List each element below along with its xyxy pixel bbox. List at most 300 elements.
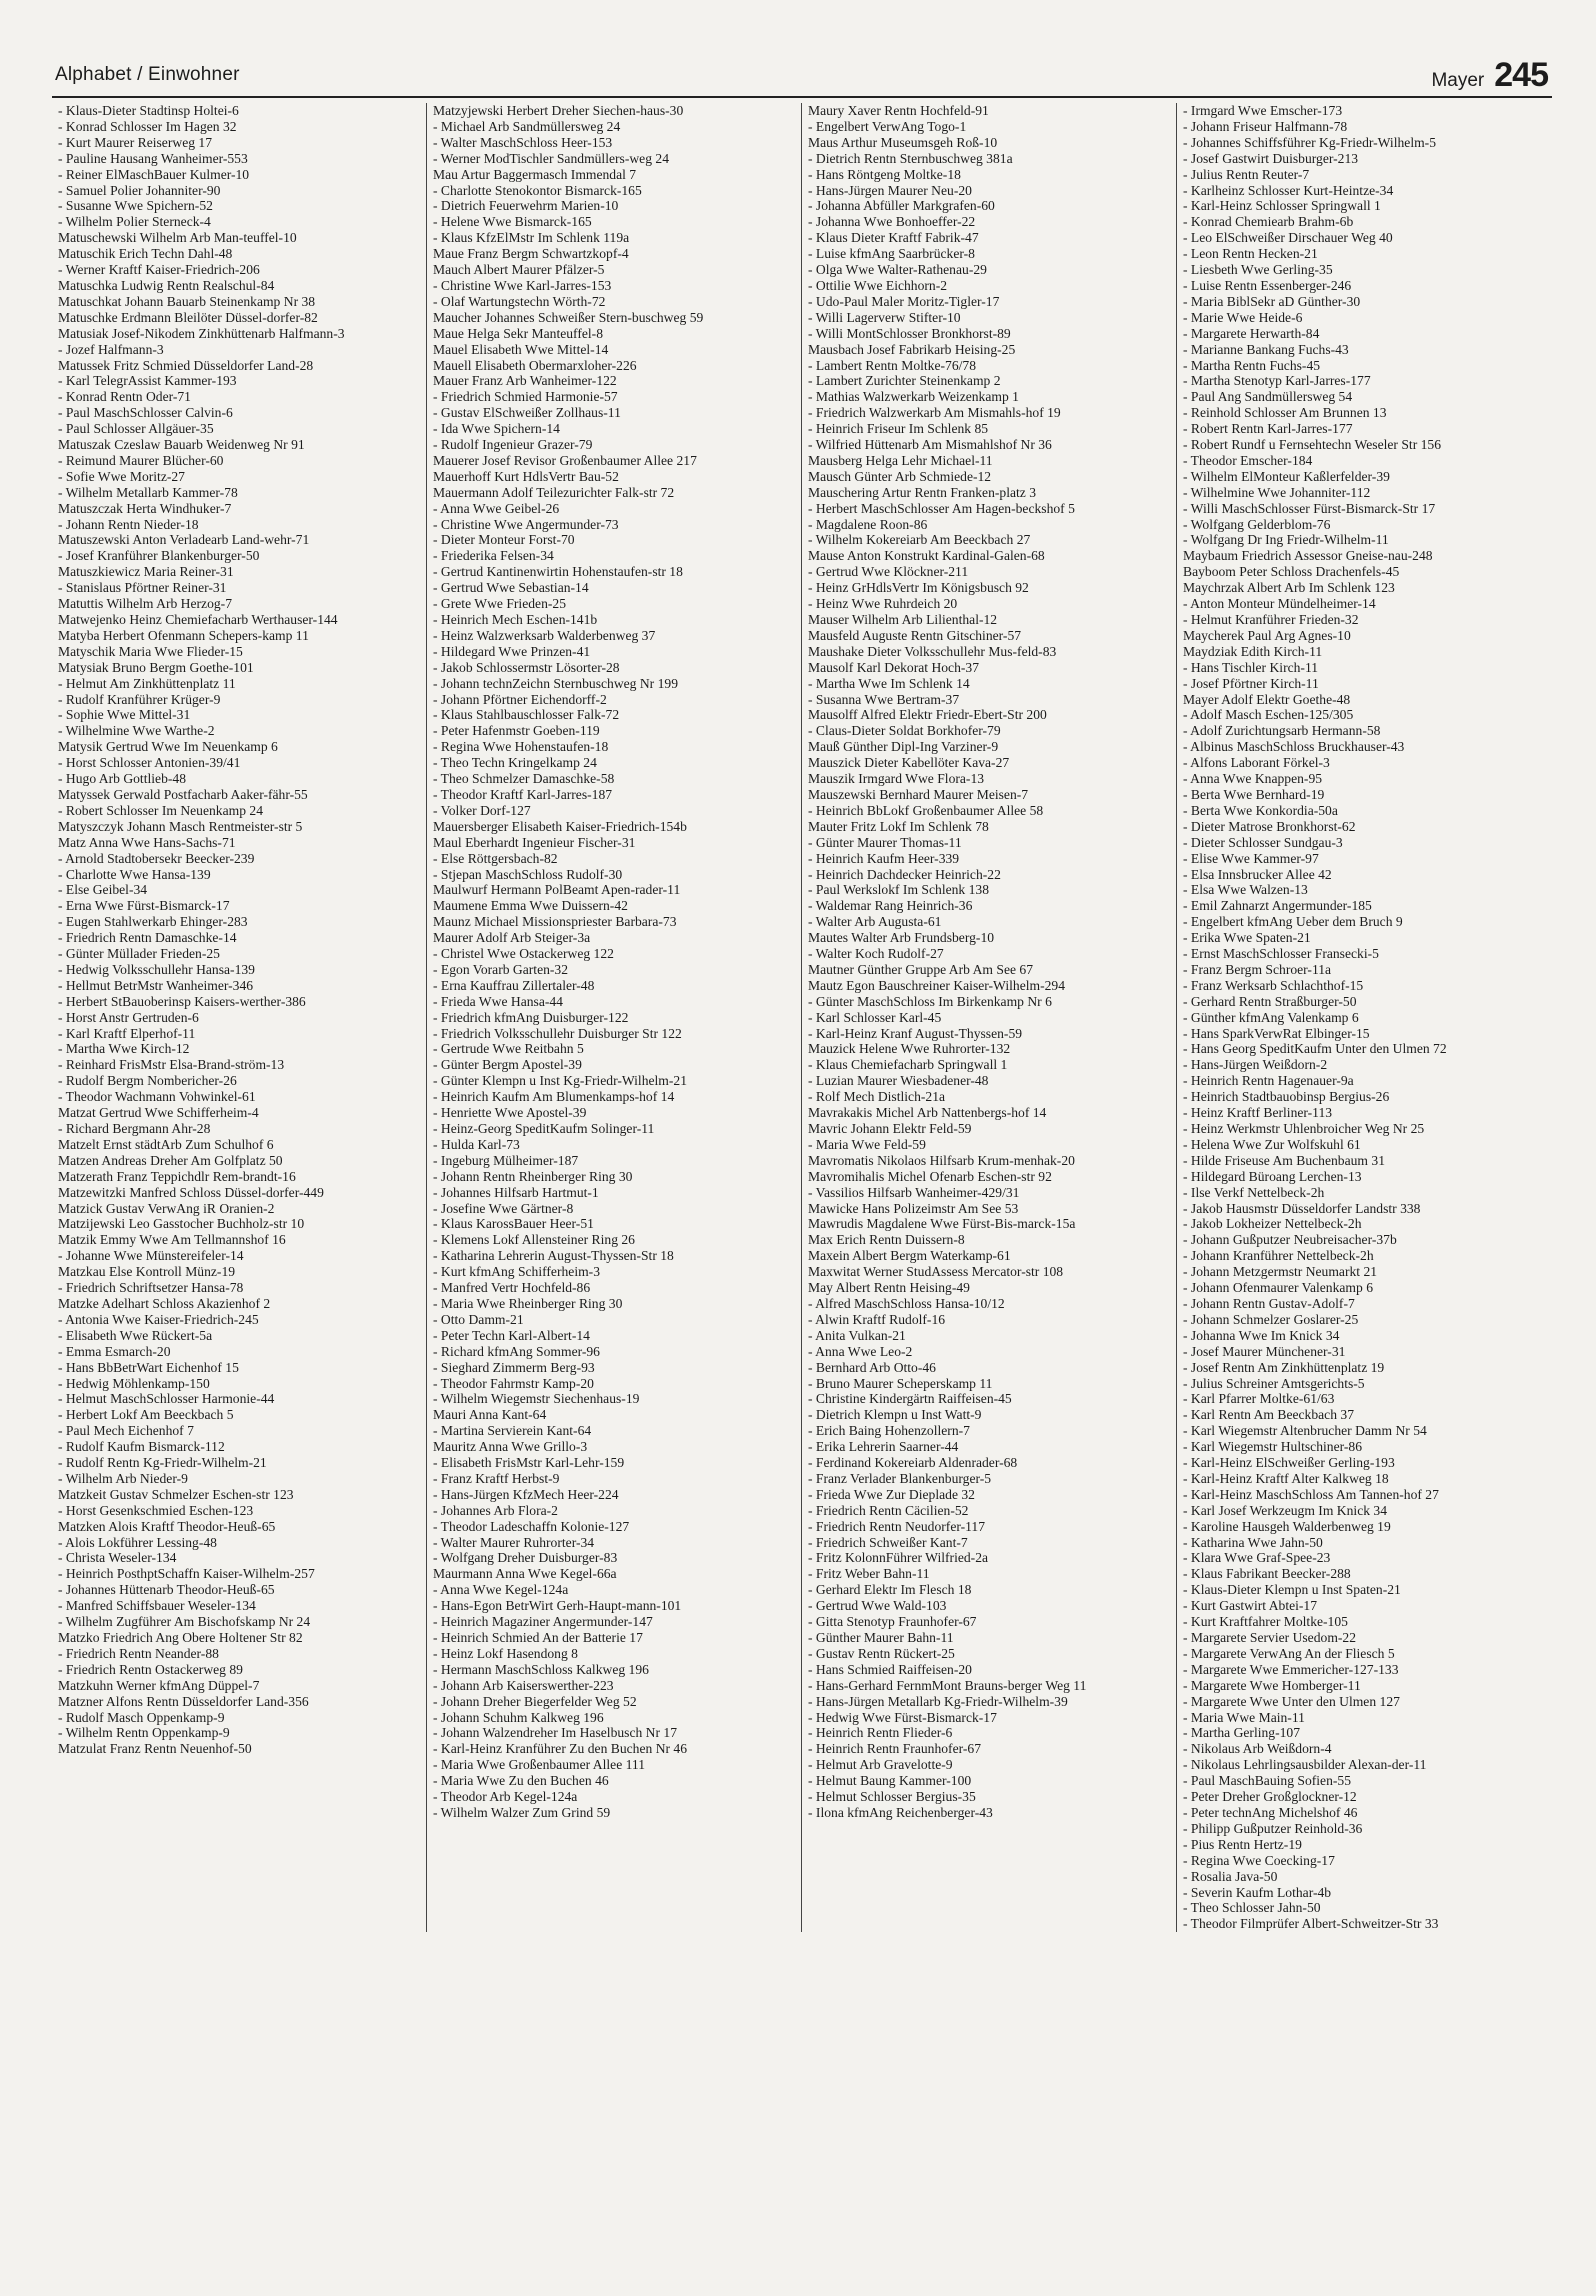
directory-entry: - Sofie Wwe Moritz-27 (58, 468, 185, 484)
directory-entry: - Friedrich Rentn Neudorfer-117 (808, 1518, 986, 1534)
directory-entry: - Kurt Kraftfahrer Moltke-105 (1183, 1614, 1348, 1630)
directory-entry: - Theo Schlosser Jahn-50 (1183, 1900, 1321, 1916)
directory-entry: - Robert Rundf u Fernsehtechn Weseler Str 156 (1183, 437, 1442, 453)
directory-entry: Maulwurf Hermann PolBeamt Apen-rader-11 (433, 882, 681, 898)
directory-entry: - Elsa Innsbrucker Allee 42 (1183, 866, 1332, 882)
directory-entry: Maue Helga Sekr Manteuffel-8 (433, 325, 603, 341)
directory-entry: - Fritz KolonnFührer Wilfried-2a (808, 1550, 989, 1566)
directory-entry: - Franz Verlader Blankenburger-5 (808, 1470, 992, 1486)
directory-entry: - Klaus KarossBauer Heer-51 (433, 1216, 594, 1232)
directory-entry: Matzelt Ernst städtArb Zum Schulhof 6 (58, 1136, 274, 1152)
directory-entry: - Heinrich Kaufm Am Blumenkamps-hof 14 (433, 1089, 675, 1105)
directory-entry: - Karl Rentn Am Beeckbach 37 (1183, 1407, 1355, 1423)
directory-entry: - Julius Schreiner Amtsgerichts-5 (1183, 1375, 1365, 1391)
directory-entry: - Antonia Wwe Kaiser-Friedrich-245 (58, 1311, 259, 1327)
directory-entry: - Volker Dorf-127 (433, 802, 531, 818)
column-3 (802, 103, 1177, 1932)
directory-entry: - Konrad Chemiearb Brahm-6b (1183, 214, 1354, 230)
directory-entry: Mautner Günther Gruppe Arb Am See 67 (808, 961, 1034, 977)
directory-entry: - Hilde Friseuse Am Buchenbaum 31 (1183, 1152, 1385, 1168)
directory-entry: - Josef Kranführer Blankenburger-50 (58, 548, 260, 564)
directory-entry: - Katharina Wwe Jahn-50 (1183, 1534, 1323, 1550)
directory-entry: Bayboom Peter Schloss Drachenfels-45 (1183, 564, 1400, 580)
directory-entry: - Peter Hafenmstr Goeben-119 (433, 723, 600, 739)
directory-entry: Matusiak Josef-Nikodem Zinkhüttenarb Halfmann-3 (58, 325, 345, 341)
directory-entry: - Johann Ofenmaurer Valenkamp 6 (1183, 1280, 1373, 1296)
directory-entry: - Johann Metzgermstr Neumarkt 21 (1183, 1264, 1378, 1280)
directory-entry: - Wilhelm Walzer Zum Grind 59 (433, 1804, 611, 1820)
directory-entry: - Walter Maurer Ruhrorter-34 (433, 1534, 595, 1550)
directory-entry: Maury Xaver Rentn Hochfeld-91 (808, 103, 989, 118)
directory-entry: - Johann Schmelzer Goslarer-25 (1183, 1311, 1359, 1327)
directory-entry: - Willi Lagerverw Stifter-10 (808, 309, 961, 325)
directory-entry: - Hans-Gerhard FernmMont Brauns-berger Weg 11 (808, 1677, 1087, 1693)
directory-entry: - Wilhelm Rentn Oppenkamp-9 (58, 1725, 230, 1741)
directory-entry: - Walter Koch Rudolf-27 (808, 946, 944, 962)
directory-entry: - Theo Techn Kringelkamp 24 (433, 755, 597, 771)
directory-entry: - Hildegard Büroang Lerchen-13 (1183, 1168, 1362, 1184)
directory-entry: - Luise kfmAng Saarbrücker-8 (808, 246, 975, 262)
directory-entry: - Theodor Wachmann Vohwinkel-61 (58, 1089, 256, 1105)
directory-entry: Mauermann Adolf Teilezurichter Falk-str 72 (433, 484, 675, 500)
directory-entry: Mauszick Dieter Kabellöter Kava-27 (808, 755, 1010, 771)
directory-entry: Mawicke Hans Polizeimstr Am See 53 (808, 1200, 1019, 1216)
directory-entry: Matyszczyk Johann Masch Rentmeister-str 5 (58, 818, 303, 834)
directory-entry: - Karl Wiegemstr Hultschiner-86 (1183, 1439, 1362, 1455)
directory-entry: - Christine Wwe Karl-Jarres-153 (433, 277, 612, 293)
directory-entry: Matuszczak Herta Windhuker-7 (58, 500, 232, 516)
directory-entry: Matuschka Ludwig Rentn Realschul-84 (58, 277, 275, 293)
directory-entry: - Reinhold Schlosser Am Brunnen 13 (1183, 405, 1387, 421)
directory-entry: - Josef Gastwirt Duisburger-213 (1183, 150, 1359, 166)
directory-entry: - Engelbert VerwAng Togo-1 (808, 118, 967, 134)
directory-entry: - Manfred Schiffsbauer Weseler-134 (58, 1598, 256, 1614)
directory-entry: - Wilhelm ElMonteur Kaßlerfelder-39 (1183, 468, 1390, 484)
directory-entry: - Johann Walzendreher Im Haselbusch Nr 17 (433, 1725, 678, 1741)
directory-entry: - Peter technAng Michelshof 46 (1183, 1804, 1358, 1820)
directory-entry: - Johann Kranführer Nettelbeck-2h (1183, 1248, 1374, 1264)
directory-entry: Mauri Anna Kant-64 (433, 1407, 547, 1423)
directory-entry: - Hedwig Volksschullehr Hansa-139 (58, 961, 255, 977)
directory-entry: - Karlheinz Schlosser Kurt-Heintze-34 (1183, 182, 1394, 198)
directory-entry: - Klemens Lokf Allensteiner Ring 26 (433, 1232, 635, 1248)
directory-entry: - Maria Wwe Rheinberger Ring 30 (433, 1295, 623, 1311)
directory-entry: - Mathias Walzwerkarb Weizenkamp 1 (808, 389, 1019, 405)
directory-entry: - Friedrich Schweißer Kant-7 (808, 1534, 968, 1550)
directory-entry: - Johannes Hilfsarb Hartmut-1 (433, 1184, 599, 1200)
directory-entry: - Günter Müllader Frieden-25 (58, 946, 220, 962)
directory-entry: - Johannes Schiffsführer Kg-Friedr-Wilhelm-5 (1183, 134, 1436, 150)
directory-entry: - Martha Wwe Kirch-12 (58, 1041, 190, 1057)
directory-entry: - Günther Maurer Bahn-11 (808, 1630, 954, 1645)
directory-entry: - Johann Gußputzer Neubreisacher-37b (1183, 1232, 1397, 1248)
directory-entry: - Werner ModTischler Sandmüllers-weg 24 (433, 150, 670, 166)
directory-entry: - Adolf Zurichtungsarb Hermann-58 (1183, 723, 1381, 739)
directory-entry: Matzewitzki Manfred Schloss Düssel-dorfer-449 (58, 1184, 324, 1200)
directory-entry: - Alfons Laborant Förkel-3 (1183, 755, 1330, 771)
directory-entry: - Helmut MaschSchlosser Harmonie-44 (58, 1391, 275, 1407)
directory-entry: - Martha Rentn Fuchs-45 (1183, 357, 1321, 373)
directory-entry: Maybaum Friedrich Assessor Gneise-nau-248 (1183, 548, 1433, 564)
directory-entry: - Hans-Egon BetrWirt Gerh-Haupt-mann-101 (433, 1598, 682, 1614)
directory-entry: - Sieghard Zimmerm Berg-93 (433, 1359, 595, 1375)
directory-entry: Maumene Emma Wwe Duissern-42 (433, 898, 628, 914)
directory-entry: - Karl-Heinz Kraftf Alter Kalkweg 18 (1183, 1470, 1389, 1486)
directory-entry: - Robert Schlosser Im Neuenkamp 24 (58, 802, 263, 818)
directory-entry: - Johann Schuhm Kalkweg 196 (433, 1709, 604, 1725)
directory-entry: May Albert Rentn Heising-49 (808, 1280, 970, 1296)
directory-entry: - Heinrich Schmied An der Batterie 17 (433, 1630, 643, 1645)
directory-entry: - Paul Mech Eichenhof 7 (58, 1423, 194, 1439)
directory-entry: - Frieda Wwe Zur Dieplade 32 (808, 1486, 975, 1502)
directory-entry: - Elisabeth Wwe Rückert-5a (58, 1327, 213, 1343)
directory-entry: Matzkeit Gustav Schmelzer Eschen-str 123 (58, 1486, 294, 1502)
directory-entry: - Josef Rentn Am Zinkhüttenplatz 19 (1183, 1359, 1385, 1375)
column-4 (1177, 103, 1552, 1932)
directory-entry: Matussek Fritz Schmied Düsseldorfer Land-28 (58, 357, 314, 373)
directory-entry: - Karl-Heinz Schlosser Springwall 1 (1183, 198, 1381, 214)
directory-entry: - Friedrich Rentn Cäcilien-52 (808, 1502, 969, 1518)
directory-entry: - Berta Wwe Bernhard-19 (1183, 786, 1325, 802)
directory-entry: - Karl TelegrAssist Kammer-193 (58, 373, 237, 389)
directory-entry: - Hans BbBetrWart Eichenhof 15 (58, 1359, 239, 1375)
directory-entry: - Martha Wwe Im Schlenk 14 (808, 675, 970, 691)
directory-entry: Mauß Günther Dipl-Ing Varziner-9 (808, 739, 999, 755)
directory-entry: - Maria Wwe Main-11 (1183, 1709, 1305, 1725)
directory-entry: - Johann Pförtner Eichendorff-2 (433, 691, 607, 707)
directory-entry: - Margarete Servier Usedom-22 (1183, 1630, 1357, 1645)
directory-entry: Mayer Adolf Elektr Goethe-48 (1183, 691, 1351, 707)
directory-entry: - Hedwig Wwe Fürst-Bismarck-17 (808, 1709, 997, 1725)
directory-entry: - Theodor Filmprüfer Albert-Schweitzer-Str 33 (1183, 1916, 1439, 1932)
directory-entry: Mauer Franz Arb Wanheimer-122 (433, 373, 617, 389)
directory-entry: Mauzick Helene Wwe Ruhrorter-132 (808, 1041, 1011, 1057)
directory-entry: - Konrad Schlosser Im Hagen 32 (58, 118, 237, 134)
directory-entry: - Anita Vulkan-21 (808, 1327, 906, 1343)
directory-entry: - Claus-Dieter Soldat Borkhofer-79 (808, 723, 1001, 739)
directory-entry: Matwejenko Heinz Chemiefacharb Werthauser-144 (58, 612, 338, 627)
directory-entry: Mauerer Josef Revisor Großenbaumer Allee 217 (433, 452, 697, 468)
directory-entry: - Erika Wwe Spaten-21 (1183, 930, 1311, 946)
directory-entry: Matz Anna Wwe Hans-Sachs-71 (58, 834, 236, 850)
directory-entry: Mauel Elisabeth Wwe Mittel-14 (433, 341, 609, 357)
directory-entry: - Stjepan MaschSchloss Rudolf-30 (433, 866, 623, 882)
directory-entry: - Dieter Schlosser Sundgau-3 (1183, 834, 1343, 850)
directory-entry: - Henriette Wwe Apostel-39 (433, 1105, 587, 1121)
directory-entry: - Gerhard Rentn Straßburger-50 (1183, 993, 1357, 1009)
directory-entry: Mavromatis Nikolaos Hilfsarb Krum-menhak-20 (808, 1152, 1075, 1168)
directory-entry: - Rudolf Masch Oppenkamp-9 (58, 1709, 225, 1725)
directory-entry: - Karl Schlosser Karl-45 (808, 1009, 942, 1025)
directory-entry: - Fritz Weber Bahn-11 (808, 1566, 930, 1582)
directory-entry: - Gertrud Wwe Sebastian-14 (433, 580, 589, 596)
directory-entry: - Klaus Fabrikant Beecker-288 (1183, 1566, 1351, 1582)
directory-entry: - Christine Kindergärtn Raiffeisen-45 (808, 1391, 1012, 1407)
directory-entry: - Dieter Matrose Bronkhorst-62 (1183, 818, 1356, 834)
directory-entry: - Elise Wwe Kammer-97 (1183, 850, 1319, 866)
directory-entry: - Reimund Maurer Blücher-60 (58, 452, 224, 468)
directory-entry: - Maria Wwe Feld-59 (808, 1136, 926, 1152)
directory-entry: - Hellmut BetrMstr Wanheimer-346 (58, 977, 254, 993)
running-name: Mayer (1431, 70, 1485, 91)
directory-entry: - Reinhard FrisMstr Elsa-Brand-ström-13 (58, 1057, 285, 1073)
directory-entry: - Theodor Emscher-184 (1183, 452, 1313, 468)
directory-entry: Mau Artur Baggermasch Immendal 7 (433, 166, 637, 182)
directory-entry: - Heinz Lokf Hasendong 8 (433, 1645, 578, 1661)
directory-entry: - Charlotte Wwe Hansa-139 (58, 866, 211, 882)
directory-entry: - Martha Gerling-107 (1183, 1725, 1301, 1741)
directory-entry: - Karl-Heinz ElSchweißer Gerling-193 (1183, 1455, 1395, 1471)
directory-entry: - Klaus-Dieter Stadtinsp Holtei-6 (58, 103, 239, 118)
directory-entry: - Josefine Wwe Gärtner-8 (433, 1200, 574, 1216)
directory-entry: - Heinrich Dachdecker Heinrich-22 (808, 866, 1001, 882)
directory-entry: - Ilona kfmAng Reichenberger-43 (808, 1804, 993, 1820)
directory-entry: - Johanna Abfüller Markgrafen-60 (808, 198, 995, 214)
directory-entry: Matyba Herbert Ofenmann Schepers-kamp 11 (58, 627, 309, 643)
directory-entry: - Berta Wwe Konkordia-50a (1183, 802, 1338, 818)
directory-entry: - Luzian Maurer Wiesbadener-48 (808, 1073, 989, 1089)
directory-entry: Matyssek Gerwald Postfacharb Aaker-fähr-55 (58, 786, 308, 802)
directory-entry: - Karl Kraftf Elperhof-11 (58, 1025, 196, 1041)
directory-entry: - Lambert Zurichter Steinenkamp 2 (808, 373, 1001, 389)
directory-entry: - Pauline Hausang Wanheimer-553 (58, 150, 248, 166)
directory-entry: Mausolff Alfred Elektr Friedr-Ebert-Str 200 (808, 707, 1047, 723)
directory-entry: - Olaf Wartungstechn Wörth-72 (433, 293, 606, 309)
directory-entry: - Eugen Stahlwerkarb Ehinger-283 (58, 914, 248, 930)
directory-entry: Mautes Walter Arb Frundsberg-10 (808, 930, 995, 946)
directory-entry: - Johanna Wwe Bonhoeffer-22 (808, 214, 976, 230)
directory-entry: Maunz Michael Missionspriester Barbara-73 (433, 914, 677, 930)
directory-entry: - Jozef Halfmann-3 (58, 341, 164, 357)
directory-entry: Mausbach Josef Fabrikarb Heising-25 (808, 341, 1016, 357)
directory-entry: - Christa Weseler-134 (58, 1550, 177, 1566)
directory-entry: - Erna Kauffrau Zillertaler-48 (433, 977, 595, 993)
page-header-right (1431, 56, 1548, 95)
directory-entry: - Johann Arb Kaiserswerther-223 (433, 1677, 614, 1693)
directory-entry: - Hedwig Möhlenkamp-150 (58, 1375, 210, 1391)
directory-entry: - Herbert Lokf Am Beeckbach 5 (58, 1407, 234, 1423)
directory-entry: Maxwitat Werner StudAssess Mercator-str 108 (808, 1264, 1064, 1280)
directory-entry: - Günter Bergm Apostel-39 (433, 1057, 582, 1073)
directory-entry: Mauell Elisabeth Obermarxloher-226 (433, 357, 637, 373)
directory-entry: - Jakob Lokheizer Nettelbeck-2h (1183, 1216, 1362, 1232)
directory-entry: - Anna Wwe Geibel-26 (433, 500, 560, 516)
directory-entry: - Theodor Arb Kegel-124a (433, 1789, 578, 1805)
directory-entry: Mauerhoff Kurt HdlsVertr Bau-52 (433, 468, 619, 484)
directory-entry: - Wilhelm Polier Sterneck-4 (58, 214, 211, 230)
directory-entry: - Wilfried Hüttenarb Am Mismahlshof Nr 36 (808, 437, 1052, 453)
directory-entry: - Christel Wwe Ostackerweg 122 (433, 946, 614, 962)
directory-entry: - Manfred Vertr Hochfeld-86 (433, 1280, 591, 1296)
directory-entry: Maushake Dieter Volksschullehr Mus-feld-83 (808, 643, 1057, 659)
directory-entry: Mauersberger Elisabeth Kaiser-Friedrich-154b (433, 818, 687, 834)
directory-entry: - Elisabeth FrisMstr Karl-Lehr-159 (433, 1455, 625, 1471)
directory-entry: - Hans-Jürgen Weißdorn-2 (1183, 1057, 1328, 1073)
directory-entry: - Bernhard Arb Otto-46 (808, 1359, 936, 1375)
directory-entry: - Erna Wwe Fürst-Bismarck-17 (58, 898, 230, 914)
directory-entry: - Heinrich Magaziner Angermunder-147 (433, 1614, 653, 1630)
directory-entry: - Friedrich Rentn Damaschke-14 (58, 930, 237, 946)
directory-entry: - Paul Schlosser Allgäuer-35 (58, 421, 214, 437)
directory-entry: - Gustav ElSchweißer Zollhaus-11 (433, 405, 621, 421)
directory-entry: - Margarete VerwAng An der Fliesch 5 (1183, 1645, 1395, 1661)
directory-entry: - Johann Rentn Rheinberger Ring 30 (433, 1168, 633, 1184)
directory-entry: - Albinus MaschSchloss Bruckhauser-43 (1183, 739, 1405, 755)
directory-entry: - Richard Bergmann Ahr-28 (58, 1121, 211, 1136)
directory-entry: - Heinz Walzwerksarb Walderbenweg 37 (433, 627, 656, 643)
directory-entry: - Dietrich Rentn Sternbuschweg 381a (808, 150, 1013, 166)
directory-entry: - Gertrud Wwe Klöckner-211 (808, 564, 969, 580)
directory-entry: - Theodor Fahrmstr Kamp-20 (433, 1375, 594, 1391)
section-heading: Alphabet / Einwohner (55, 64, 240, 85)
directory-entry: - Margarete Wwe Emmericher-127-133 (1183, 1661, 1399, 1677)
directory-entry: - Olga Wwe Walter-Rathenau-29 (808, 262, 987, 278)
directory-entry: - Ilse Verkf Nettelbeck-2h (1183, 1184, 1325, 1200)
directory-entry: - Helmut Baung Kammer-100 (808, 1773, 972, 1789)
directory-entry: - Friedrich Schmied Harmonie-57 (433, 389, 618, 405)
directory-entry: - Heinrich Rentn Fraunhofer-67 (808, 1741, 981, 1757)
directory-entry: - Friederika Felsen-34 (433, 548, 554, 564)
directory-entry: - Hans-Jürgen KfzMech Heer-224 (433, 1486, 619, 1502)
directory-entry: - Helmut Arb Gravelotte-9 (808, 1757, 953, 1773)
directory-entry: - Lambert Rentn Moltke-76/78 (808, 357, 976, 373)
directory-entry: - Josef Maurer Münchener-31 (1183, 1343, 1346, 1359)
directory-entry: - Helena Wwe Zur Wolfskuhl 61 (1183, 1136, 1361, 1152)
directory-entry: Maydziak Edith Kirch-11 (1183, 643, 1323, 659)
directory-entry: - Ferdinand Kokereiarb Aldenrader-68 (808, 1455, 1018, 1471)
directory-entry: - Luise Rentn Essenberger-246 (1183, 277, 1352, 293)
directory-entry: Mavrakakis Michel Arb Nattenbergs-hof 14 (808, 1105, 1047, 1121)
directory-entry: - Horst Gesenkschmied Eschen-123 (58, 1502, 254, 1518)
directory-entry: - Ingeburg Mülheimer-187 (433, 1152, 579, 1168)
header-rule (52, 96, 1552, 98)
directory-entry: - Irmgard Wwe Emscher-173 (1183, 103, 1343, 118)
directory-entry: - Heinrich Kaufm Heer-339 (808, 850, 960, 866)
directory-entry: - Karl-Heinz Kranführer Zu den Buchen Nr 46 (433, 1741, 688, 1757)
directory-entry: - Liesbeth Wwe Gerling-35 (1183, 262, 1333, 278)
directory-entry: - Wilhelm Zugführer Am Bischofskamp Nr 24 (58, 1614, 311, 1630)
directory-entry: - Rudolf Kaufm Bismarck-112 (58, 1439, 225, 1455)
directory-entry: - Margarete Wwe Unter den Ulmen 127 (1183, 1693, 1400, 1709)
directory-entry: - Erich Baing Hohenzollern-7 (808, 1423, 970, 1439)
directory-entry: - Dietrich Feuerwehrm Marien-10 (433, 198, 619, 214)
directory-entry: - Ida Wwe Spichern-14 (433, 421, 560, 437)
directory-entry: - Ernst MaschSchlosser Fransecki-5 (1183, 946, 1379, 962)
directory-entry: - Karl Pfarrer Moltke-61/63 (1183, 1391, 1335, 1407)
directory-entry: - Theo Schmelzer Damaschke-58 (433, 771, 615, 787)
directory-entry: - Friedrich Walzwerkarb Am Mismahls-hof 19 (808, 405, 1061, 421)
directory-entry: - Engelbert kfmAng Ueber dem Bruch 9 (1183, 914, 1403, 930)
directory-entry: - Heinz Kraftf Berliner-113 (1183, 1105, 1333, 1121)
directory-entry: - Theodor Kraftf Karl-Jarres-187 (433, 786, 613, 802)
directory-entry: - Philipp Gußputzer Reinhold-36 (1183, 1820, 1363, 1836)
directory-entry: - Adolf Masch Eschen-125/305 (1183, 707, 1354, 723)
directory-entry: Matzik Emmy Wwe Am Tellmannshof 16 (58, 1232, 286, 1248)
directory-entry: - Egon Vorarb Garten-32 (433, 961, 569, 977)
directory-entry: - Franz Werksarb Schlachthof-15 (1183, 977, 1364, 993)
directory-entry: - Hermann MaschSchloss Kalkweg 196 (433, 1661, 649, 1677)
directory-entry: Matuszewski Anton Verladearb Land-wehr-71 (58, 532, 310, 548)
directory-entry: - Klaus Stahlbauschlosser Falk-72 (433, 707, 620, 723)
directory-entry: - Gertrud Kantinenwirtin Hohenstaufen-str 18 (433, 564, 683, 580)
directory-entry: - Nikolaus Arb Weißdorn-4 (1183, 1741, 1332, 1757)
directory-entry: - Severin Kaufm Lothar-4b (1183, 1884, 1332, 1900)
directory-entry: - Klaus Chemiefacharb Springwall 1 (808, 1057, 1008, 1073)
directory-entry: - Rudolf Kranführer Krüger-9 (58, 691, 221, 707)
directory-entry: - Klaus KfzElMstr Im Schlenk 119a (433, 230, 630, 246)
directory-entry: - Gerhard Elektr Im Flesch 18 (808, 1582, 972, 1598)
directory-entry: - Maria BiblSekr aD Günther-30 (1183, 293, 1361, 309)
directory-entry: - Erika Lehrerin Saarner-44 (808, 1439, 959, 1455)
directory-entry: - Helmut Schlosser Bergius-35 (808, 1789, 976, 1805)
directory-entry: Matysik Gertrud Wwe Im Neuenkamp 6 (58, 739, 278, 755)
directory-entry: - Pius Rentn Hertz-19 (1183, 1836, 1302, 1852)
directory-entry: - Heinz GrHdlsVertr Im Königsbusch 92 (808, 580, 1029, 596)
directory-entry: - Marie Wwe Heide-6 (1183, 309, 1303, 325)
directory-entry: - Helene Wwe Bismarck-165 (433, 214, 592, 230)
directory-entry: - Hugo Arb Gottlieb-48 (58, 771, 186, 787)
directory-entry: - Dieter Monteur Forst-70 (433, 532, 575, 548)
directory-entry: - Werner Kraftf Kaiser-Friedrich-206 (58, 262, 260, 278)
directory-entry: Matuschkat Johann Bauarb Steinenkamp Nr 38 (58, 293, 316, 309)
directory-entry: Mavromihalis Michel Ofenarb Eschen-str 92 (808, 1168, 1052, 1184)
directory-entry: Maurer Adolf Arb Steiger-3a (433, 930, 591, 946)
directory-entry: - Else Röttgersbach-82 (433, 850, 558, 866)
directory-entry: - Johanna Wwe Im Knick 34 (1183, 1327, 1340, 1343)
page-number: 245 (1494, 56, 1548, 94)
directory-entry: Maus Arthur Museumsgeh Roß-10 (808, 134, 998, 150)
directory-entry: - Samuel Polier Johanniter-90 (58, 182, 221, 198)
directory-entry: Matzke Adelhart Schloss Akazienhof 2 (58, 1295, 271, 1311)
directory-entry: Matzkuhn Werner kfmAng Düppel-7 (58, 1677, 260, 1693)
directory-entry: - Leon Rentn Hecken-21 (1183, 246, 1318, 262)
directory-entry: - Vassilios Hilfsarb Wanheimer-429/31 (808, 1184, 1020, 1200)
directory-entry: - Hans Röntgeng Moltke-18 (808, 166, 961, 182)
directory-entry: - Wilhelm Metallarb Kammer-78 (58, 484, 238, 500)
directory-entry: - Heinz-Georg SpeditKaufm Solinger-11 (433, 1121, 655, 1136)
directory-entry: Maucher Johannes Schweißer Stern-buschweg 59 (433, 309, 704, 325)
directory-entry: - Rudolf Rentn Kg-Friedr-Wilhelm-21 (58, 1455, 267, 1471)
directory-entry: - Jakob Hausmstr Düsseldorfer Landstr 338 (1183, 1200, 1421, 1216)
directory-entry: - Charlotte Stenokontor Bismarck-165 (433, 182, 642, 198)
directory-entry: - Friedrich Schriftsetzer Hansa-78 (58, 1280, 244, 1296)
directory-entry: - Christine Wwe Angermunder-73 (433, 516, 619, 532)
directory-entry: - Wilhelm Wiegemstr Siechenhaus-19 (433, 1391, 640, 1407)
directory-entry: - Paul MaschBauing Sofien-55 (1183, 1773, 1352, 1789)
directory-entry: - Horst Anstr Gertruden-6 (58, 1009, 199, 1025)
directory-entry: - Karl-Heinz Kranf August-Thyssen-59 (808, 1025, 1023, 1041)
directory-entry: - Willi MontSchlosser Bronkhorst-89 (808, 325, 1011, 341)
directory-entry: Mause Anton Konstrukt Kardinal-Galen-68 (808, 548, 1045, 564)
directory-entry: - Wilhelm Kokereiarb Am Beeckbach 27 (808, 532, 1031, 548)
directory-entry: - Margarete Herwarth-84 (1183, 325, 1320, 341)
directory-entry: - Wolfgang Dreher Duisburger-83 (433, 1550, 618, 1566)
directory-entry: - Nikolaus Lehrlingsausbilder Alexan-der-11 (1183, 1757, 1427, 1773)
directory-entry: - Heinz Wwe Ruhrdeich 20 (808, 596, 958, 612)
directory-entry: Matzken Alois Kraftf Theodor-Heuß-65 (58, 1518, 276, 1534)
directory-entry: Matzulat Franz Rentn Neuenhof-50 (58, 1741, 252, 1757)
directory-entry: - Otto Damm-21 (433, 1311, 524, 1327)
directory-entry: - Gitta Stenotyp Fraunhofer-67 (808, 1614, 977, 1630)
directory-entry: - Julius Rentn Reuter-7 (1183, 166, 1310, 182)
directory-entry: - Hildegard Wwe Prinzen-41 (433, 643, 591, 659)
directory-entry: - Josef Pförtner Kirch-11 (1183, 675, 1319, 691)
directory-entry: Mavric Johann Elektr Feld-59 (808, 1121, 972, 1136)
directory-entry: - Franz Kraftf Herbst-9 (433, 1470, 560, 1486)
directory-entry: - Karoline Hausgeh Walderbenweg 19 (1183, 1518, 1391, 1534)
directory-entry: - Grete Wwe Frieden-25 (433, 596, 566, 612)
directory-entry: Mauszewski Bernhard Maurer Meisen-7 (808, 786, 1029, 802)
